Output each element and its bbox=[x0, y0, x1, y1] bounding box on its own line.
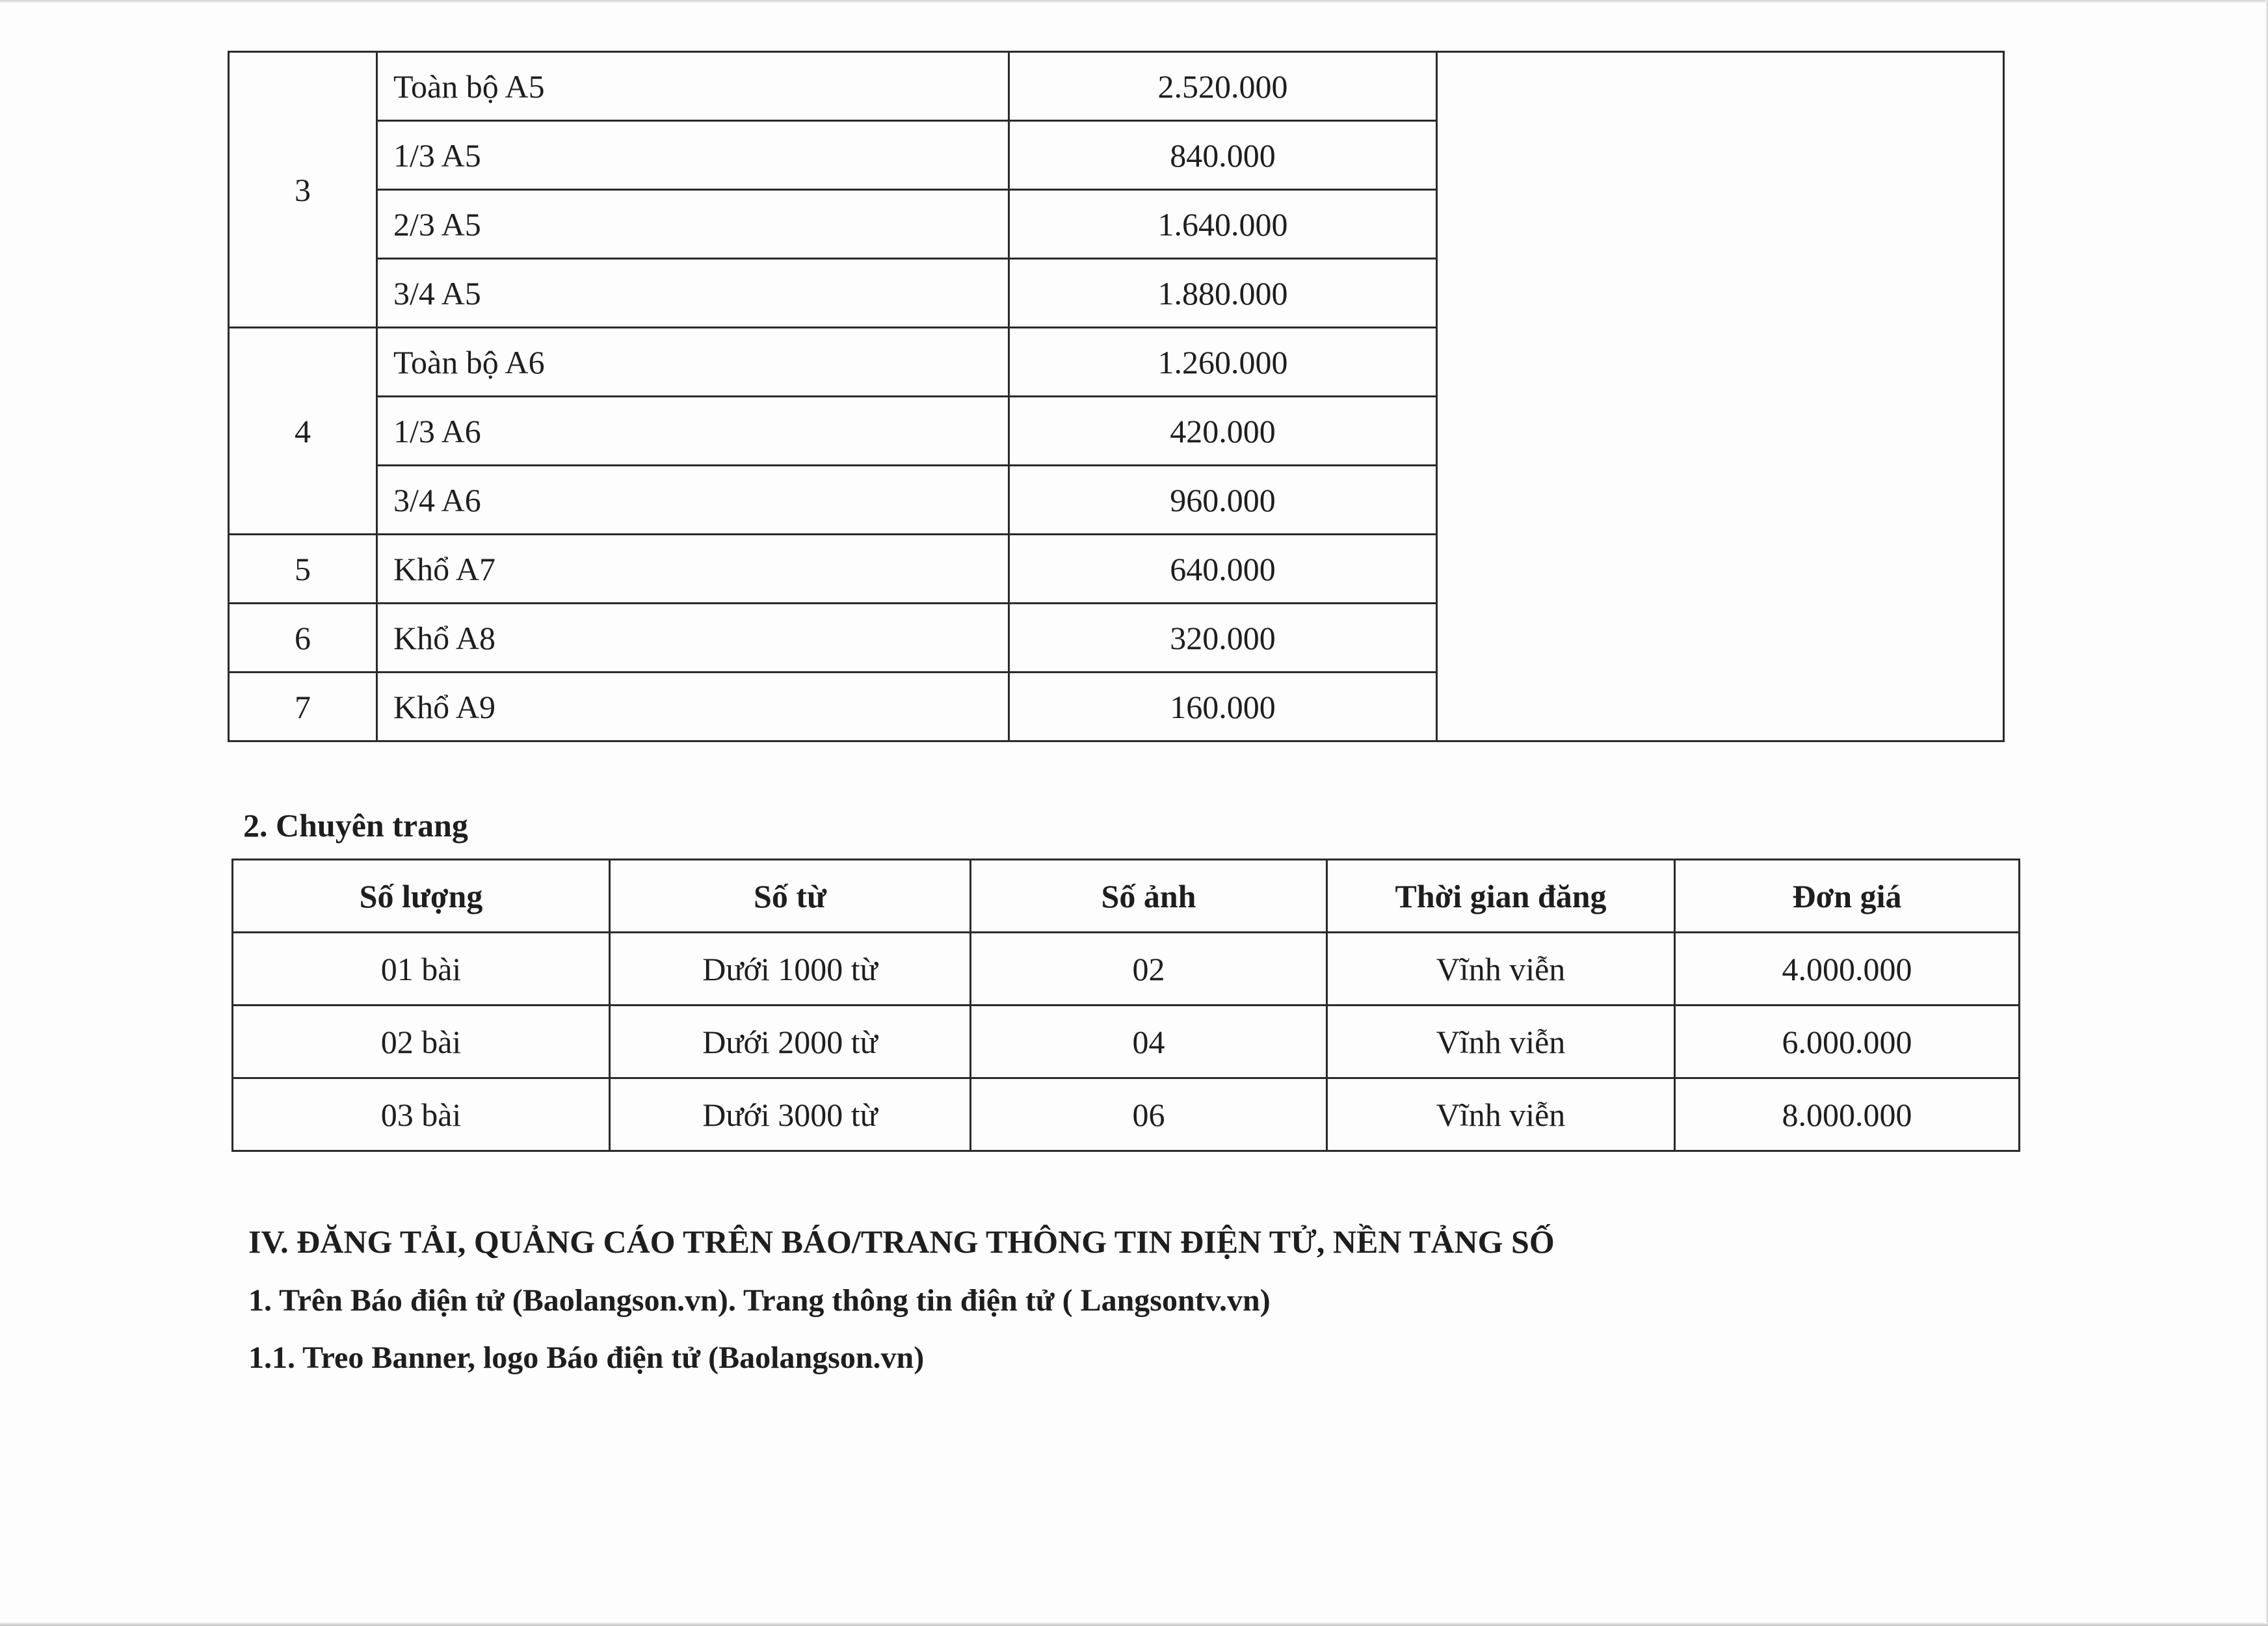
item-name: Khổ A7 bbox=[377, 535, 1009, 604]
table-header-row bbox=[233, 860, 2020, 933]
item-name: 3/4 A6 bbox=[377, 466, 1009, 535]
page-edge-right bbox=[2265, 0, 2268, 1626]
item-price: 160.000 bbox=[1009, 673, 1437, 741]
item-price: 1.640.000 bbox=[1009, 190, 1437, 259]
item-name: 2/3 A5 bbox=[377, 190, 1009, 259]
cell-so-luong: 02 bài bbox=[233, 1006, 610, 1078]
item-name: Toàn bộ A6 bbox=[377, 328, 1009, 397]
header-thoi-gian-dang: Thời gian đăng bbox=[1327, 860, 1675, 933]
cell-so-luong: 01 bài bbox=[233, 933, 610, 1006]
cell-so-anh: 04 bbox=[971, 1006, 1327, 1078]
section-iv-sub-1: 1. Trên Báo điện tử (Baolangson.vn). Trang thông tin điện tử ( Langsontv.vn) bbox=[248, 1283, 1271, 1318]
row-number: 6 bbox=[229, 604, 377, 673]
chuyen-trang-table-head bbox=[233, 860, 2020, 933]
cell-so-tu: Dưới 3000 từ bbox=[610, 1078, 971, 1151]
cell-so-anh: 02 bbox=[971, 933, 1327, 1006]
cell-don-gia: 4.000.000 bbox=[1675, 933, 2020, 1006]
row-number: 5 bbox=[229, 535, 377, 604]
table-row bbox=[229, 52, 2004, 121]
notes-cell bbox=[1437, 52, 2004, 741]
cell-don-gia: 6.000.000 bbox=[1675, 1006, 2020, 1078]
item-price: 840.000 bbox=[1009, 121, 1437, 190]
item-price: 1.260.000 bbox=[1009, 328, 1437, 397]
chuyen-trang-table-body bbox=[233, 933, 2020, 1151]
cell-thoi-gian-dang: Vĩnh viễn bbox=[1327, 1078, 1675, 1151]
table-row bbox=[233, 1078, 2020, 1151]
row-number: 7 bbox=[229, 673, 377, 741]
page-edge-top bbox=[0, 0, 2268, 3]
cell-don-gia: 8.000.000 bbox=[1675, 1078, 2020, 1151]
cell-so-tu: Dưới 2000 từ bbox=[610, 1006, 971, 1078]
item-name: Toàn bộ A5 bbox=[377, 52, 1009, 121]
header-so-anh: Số ảnh bbox=[971, 860, 1327, 933]
item-name: 1/3 A5 bbox=[377, 121, 1009, 190]
item-price: 2.520.000 bbox=[1009, 52, 1437, 121]
header-don-gia: Đơn giá bbox=[1675, 860, 2020, 933]
chuyen-trang-heading: 2. Chuyên trang bbox=[243, 807, 468, 844]
item-price: 420.000 bbox=[1009, 397, 1437, 466]
header-so-luong: Số lượng bbox=[233, 860, 610, 933]
item-price: 1.880.000 bbox=[1009, 259, 1437, 328]
item-name: Khổ A8 bbox=[377, 604, 1009, 673]
cell-so-tu: Dưới 1000 từ bbox=[610, 933, 971, 1006]
item-name: Khổ A9 bbox=[377, 673, 1009, 741]
row-number: 3 bbox=[229, 52, 377, 328]
item-price: 320.000 bbox=[1009, 604, 1437, 673]
price-table bbox=[228, 51, 2005, 742]
cell-thoi-gian-dang: Vĩnh viễn bbox=[1327, 1006, 1675, 1078]
cell-thoi-gian-dang: Vĩnh viễn bbox=[1327, 933, 1675, 1006]
cell-so-anh: 06 bbox=[971, 1078, 1327, 1151]
page-edge-bottom bbox=[0, 1622, 2268, 1626]
header-so-tu: Số từ bbox=[610, 860, 971, 933]
price-table-body bbox=[229, 52, 2004, 741]
chuyen-trang-table bbox=[231, 859, 2020, 1152]
table-row bbox=[233, 933, 2020, 1006]
section-iv-heading: IV. ĐĂNG TẢI, QUẢNG CÁO TRÊN BÁO/TRANG THÔNG TIN ĐIỆN TỬ, NỀN TẢNG SỐ bbox=[248, 1223, 1555, 1260]
item-price: 960.000 bbox=[1009, 466, 1437, 535]
item-name: 1/3 A6 bbox=[377, 397, 1009, 466]
row-number: 4 bbox=[229, 328, 377, 535]
cell-so-luong: 03 bài bbox=[233, 1078, 610, 1151]
item-name: 3/4 A5 bbox=[377, 259, 1009, 328]
item-price: 640.000 bbox=[1009, 535, 1437, 604]
table-row bbox=[233, 1006, 2020, 1078]
section-iv-sub-1-1: 1.1. Treo Banner, logo Báo điện tử (Baolangson.vn) bbox=[248, 1340, 925, 1375]
